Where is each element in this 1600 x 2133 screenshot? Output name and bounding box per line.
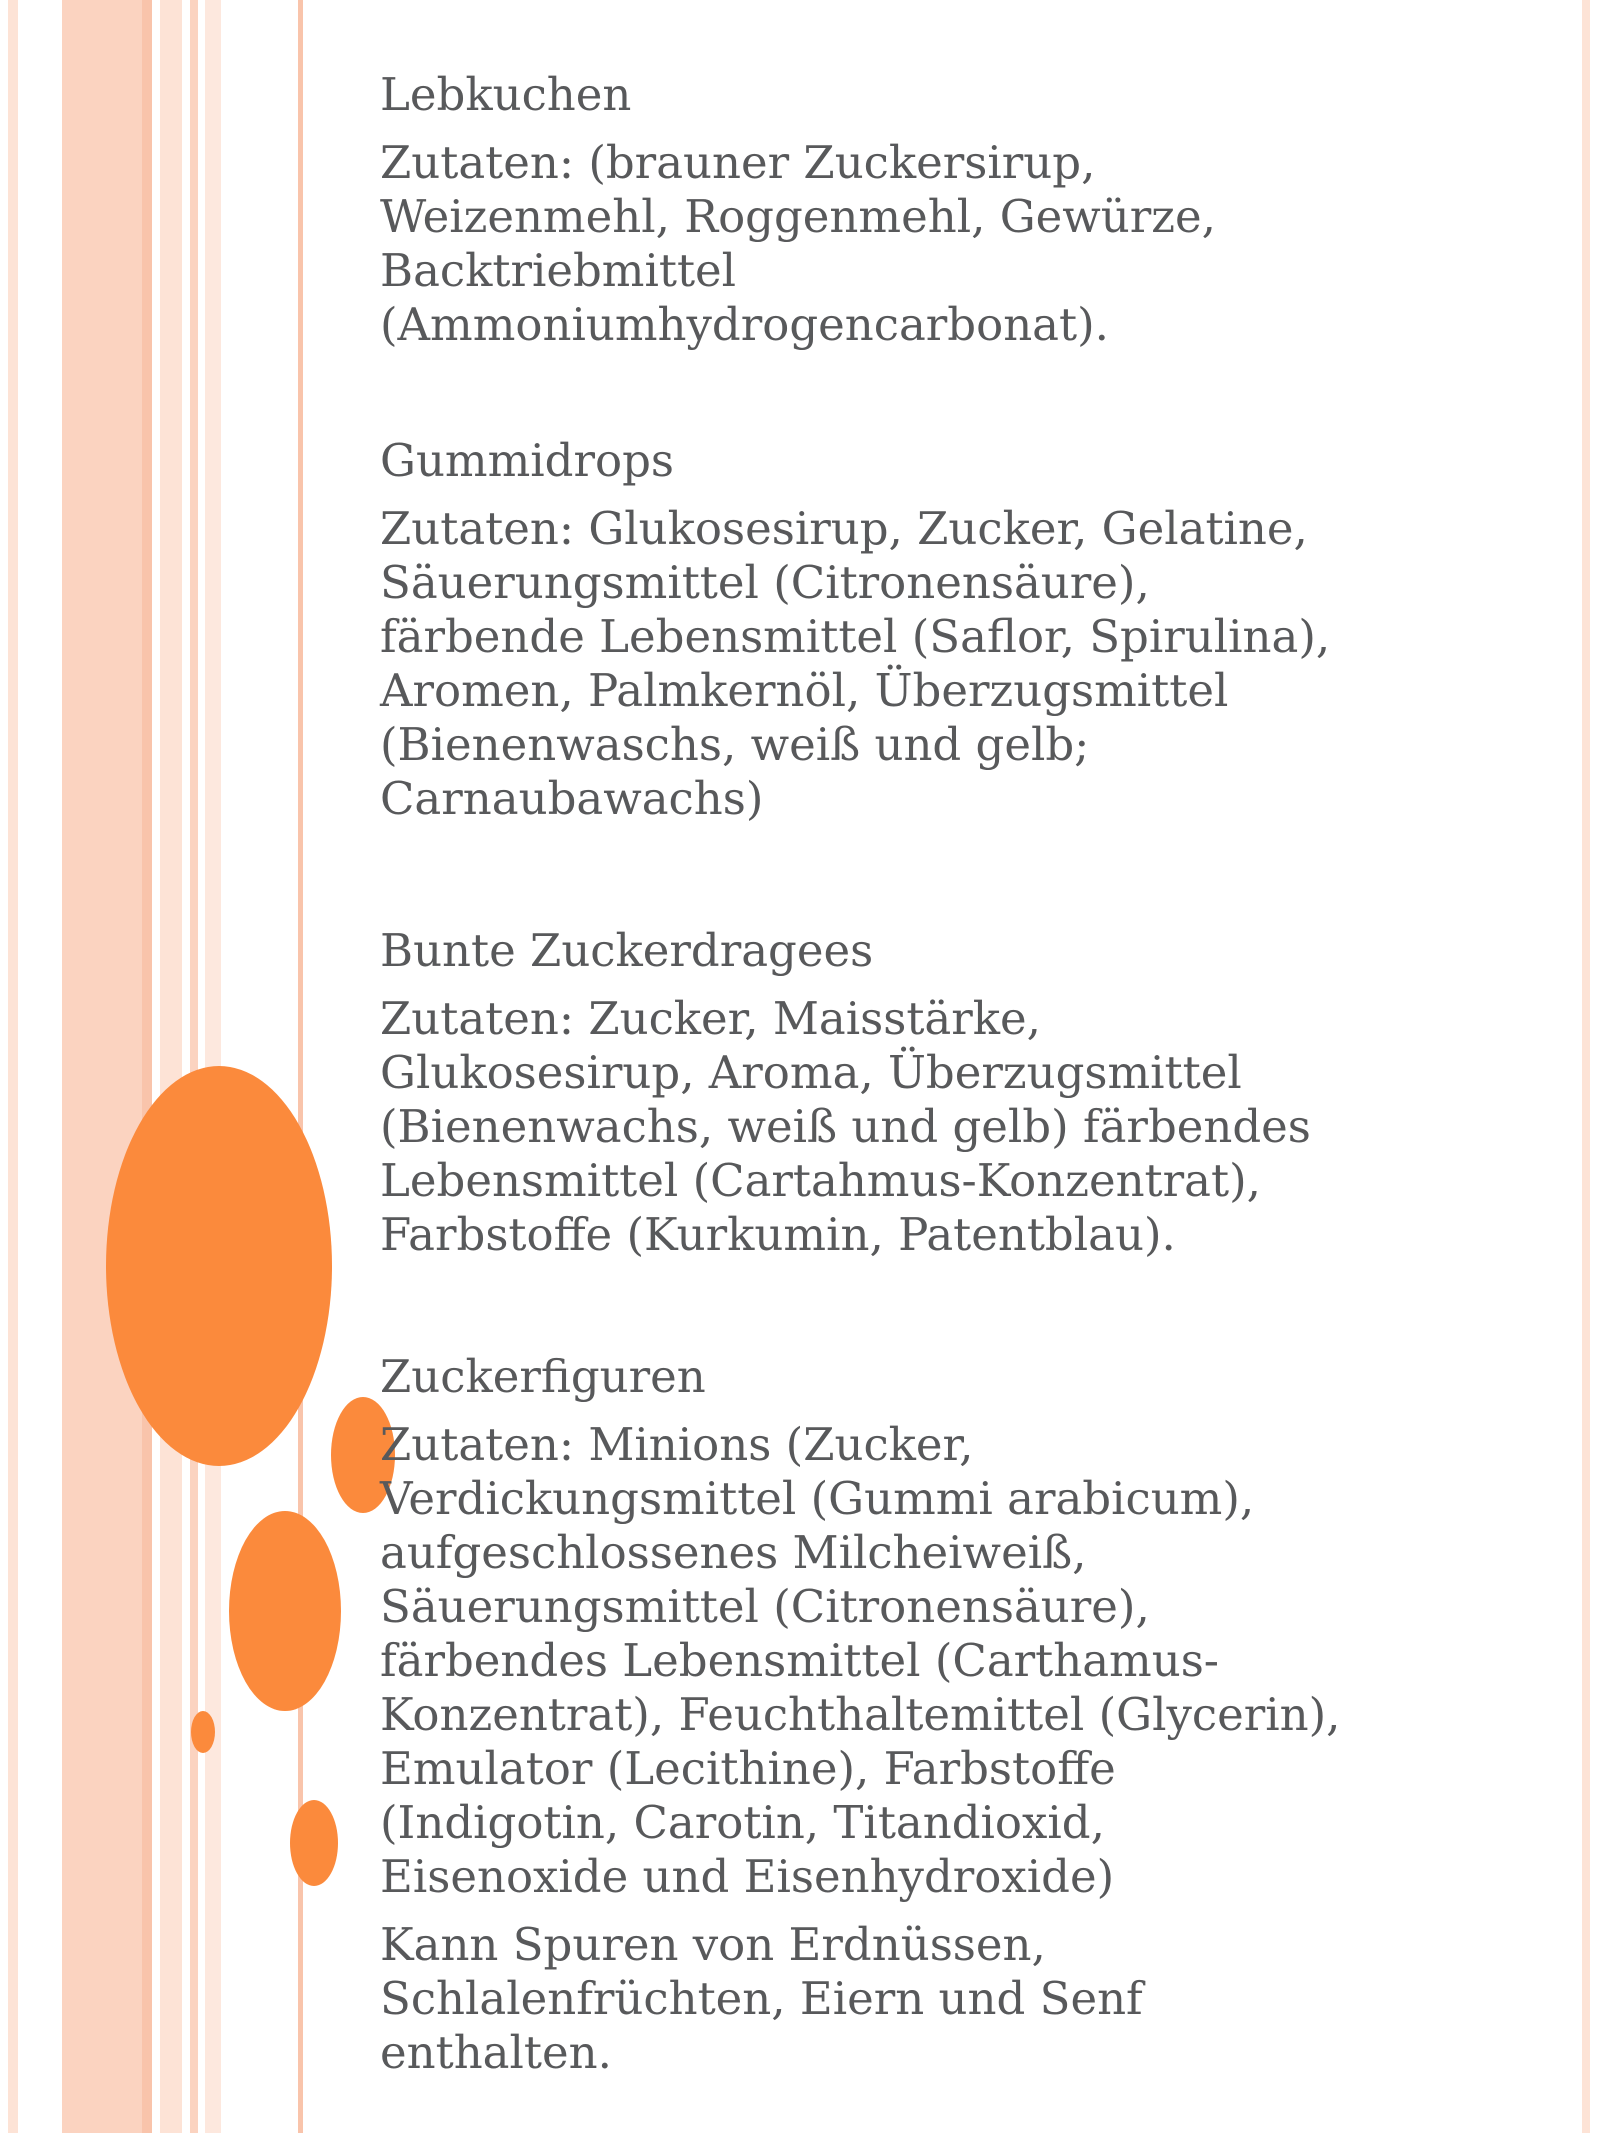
- ingredient-line: Konzentrat), Feuchthaltemittel (Glycerin),: [380, 1688, 1341, 1741]
- section-zuckerfiguren: [380, 1350, 1540, 2080]
- allergen-line: Schlalenfrüchten, Eiern und Senf: [380, 1972, 1143, 2025]
- ingredient-line: Farbstoffe (Kurkumin, Patentblau).: [380, 1208, 1176, 1261]
- ingredient-line: aufgeschlossenes Milcheiweiß,: [380, 1526, 1087, 1579]
- right-stripe-1: [1582, 0, 1590, 2133]
- decor-circle-small-2: [290, 1800, 338, 1886]
- section-lebkuchen: [380, 68, 1540, 352]
- section-heading: Gummidrops: [380, 434, 674, 487]
- ingredient-line: färbende Lebensmittel (Saflor, Spirulina),: [380, 610, 1331, 663]
- section-gummidrops: [380, 434, 1540, 826]
- left-stripe-2: [62, 0, 142, 2133]
- allergen-line: Kann Spuren von Erdnüssen,: [380, 1918, 1046, 1971]
- ingredient-line: Glukosesirup, Aroma, Überzugsmittel: [380, 1046, 1242, 1099]
- ingredient-line: Zutaten: Glukosesirup, Zucker, Gelatine,: [380, 502, 1308, 555]
- decor-circle-small-1: [191, 1711, 215, 1753]
- ingredient-line: Zutaten: Minions (Zucker,: [380, 1418, 974, 1471]
- ingredient-line: (Bienenwaschs, weiß und gelb;: [380, 718, 1090, 771]
- left-stripe-5: [190, 0, 198, 2133]
- ingredient-line: Zutaten: (brauner Zuckersirup,: [380, 136, 1096, 189]
- section-heading: Zuckerfiguren: [380, 1350, 706, 1403]
- ingredient-line: (Ammoniumhydrogencarbonat).: [380, 298, 1109, 351]
- left-stripe-4: [160, 0, 182, 2133]
- allergen-note: [380, 1918, 1540, 2080]
- decor-circle-large: [106, 1066, 332, 1466]
- section-bunte-zuckerdragees: [380, 924, 1540, 1262]
- section-heading: Lebkuchen: [380, 68, 632, 121]
- ingredient-line: Emulator (Lecithine), Farbstoffe: [380, 1742, 1116, 1795]
- ingredient-line: Backtriebmittel: [380, 244, 737, 297]
- section-heading: Bunte Zuckerdragees: [380, 924, 874, 977]
- ingredient-line: Verdickungsmittel (Gummi arabicum),: [380, 1472, 1255, 1525]
- ingredient-line: (Bienenwachs, weiß und gelb) färbendes: [380, 1100, 1311, 1153]
- left-stripe-3: [142, 0, 152, 2133]
- ingredient-line: Aromen, Palmkernöl, Überzugsmittel: [380, 664, 1229, 717]
- ingredient-line: Säuerungsmittel (Citronensäure),: [380, 556, 1150, 609]
- ingredient-line: Zutaten: Zucker, Maisstärke,: [380, 992, 1041, 1045]
- ingredient-line: Carnaubawachs): [380, 772, 764, 825]
- ingredient-line: färbendes Lebensmittel (Carthamus-: [380, 1634, 1220, 1687]
- left-stripe-1: [8, 0, 18, 2133]
- allergen-line: enthalten.: [380, 2026, 612, 2079]
- ingredient-list: [380, 68, 1540, 2080]
- ingredient-line: Weizenmehl, Roggenmehl, Gewürze,: [380, 190, 1216, 243]
- ingredient-line: (Indigotin, Carotin, Titandioxid,: [380, 1796, 1105, 1849]
- ingredient-line: Lebensmittel (Cartahmus-Konzentrat),: [380, 1154, 1261, 1207]
- ingredient-line: Eisenoxide und Eisenhydroxide): [380, 1850, 1115, 1903]
- decor-circle-medium-2: [229, 1511, 341, 1711]
- ingredient-line: Säuerungsmittel (Citronensäure),: [380, 1580, 1150, 1633]
